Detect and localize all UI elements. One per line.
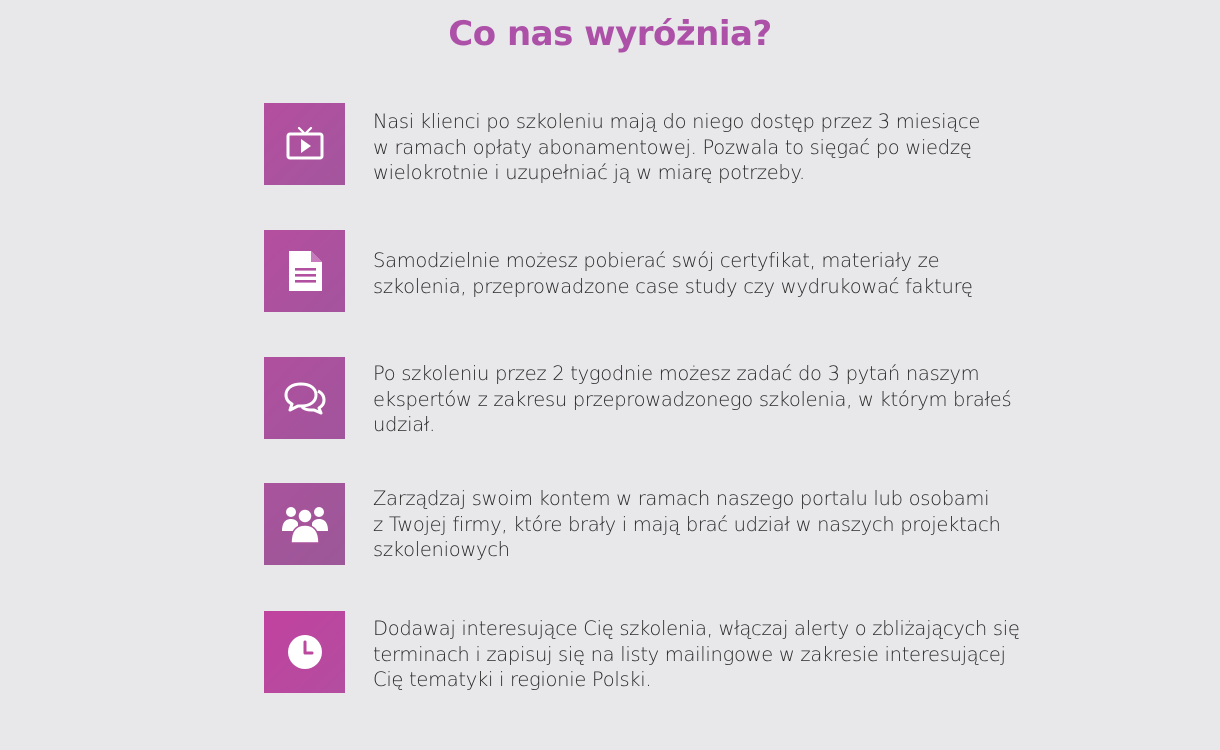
tv-play-icon (285, 124, 325, 164)
feature-item-account (264, 483, 1024, 565)
feature-description: Zarządzaj swoim kontem w ramach naszego portalu lub osobami z Twojej firmy, które brały i mają brać udział w naszych projektach szkoleniowych (373, 487, 1001, 561)
clock-icon (285, 632, 325, 672)
feature-icon-box (264, 611, 345, 693)
feature-item-alerts (264, 611, 1024, 693)
feature-description: Samodzielnie możesz pobierać swój certyfikat, materiały ze szkolenia, przeprowadzone case study czy wydrukować fakturę (373, 249, 973, 298)
users-group-icon (281, 503, 329, 545)
page-title: Co nas wyróżnia? (448, 14, 772, 54)
feature-item-questions (264, 357, 1024, 439)
feature-icon-box (264, 230, 345, 312)
feature-item-access (264, 103, 1024, 185)
feature-description: Dodawaj interesujące Cię szkolenia, włączaj alerty o zbliżających się terminach i zapisuj się na listy mailingowe w zakresie interesującej Cię tematyki i regionie Polski. (373, 617, 1020, 691)
feature-description: Po szkoleniu przez 2 tygodnie możesz zadać do 3 pytań naszym ekspertów z zakresu przeprowadzonego szkolenia, w którym brałeś udział. (373, 362, 1012, 436)
chat-bubbles-icon (283, 378, 327, 418)
document-icon (285, 249, 325, 293)
feature-icon-box (264, 483, 345, 565)
feature-icon-box (264, 357, 345, 439)
feature-item-certificate (264, 230, 1024, 312)
feature-icon-box (264, 103, 345, 185)
feature-description: Nasi klienci po szkoleniu mają do niego dostęp przez 3 miesiące w ramach opłaty abonamentowej. Pozwala to sięgać po wiedzę wielokrotnie i uzupełniać ją w miarę potrzeby. (373, 110, 981, 184)
